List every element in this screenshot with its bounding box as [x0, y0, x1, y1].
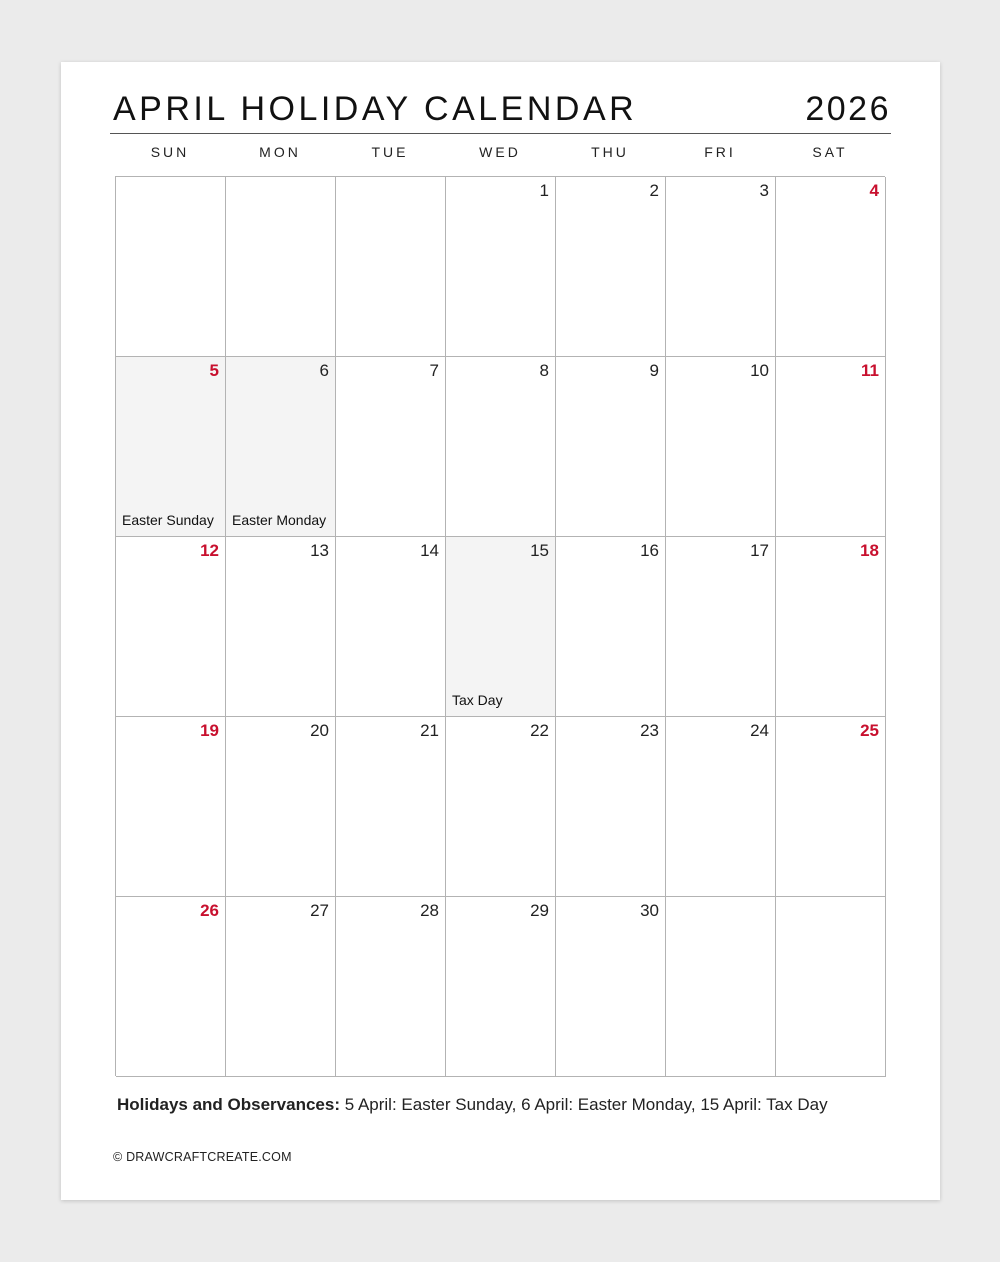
day-cell	[556, 177, 666, 357]
calendar-grid	[115, 176, 885, 1076]
day-cell	[226, 897, 336, 1077]
weekday-sun: SUN	[150, 144, 190, 160]
day-cell	[116, 537, 226, 717]
day-cell	[556, 717, 666, 897]
calendar-title: APRIL HOLIDAY CALENDAR	[113, 90, 638, 128]
weekday-thu: THU	[591, 144, 629, 160]
day-number: 13	[310, 541, 329, 560]
weekday-mon: MON	[259, 144, 301, 160]
day-number: 22	[530, 721, 549, 740]
empty-day-cell	[116, 177, 226, 357]
day-number: 9	[649, 361, 659, 380]
day-number: 6	[319, 361, 329, 380]
day-cell	[336, 897, 446, 1077]
weekday-fri: FRI	[704, 144, 736, 160]
day-number: 4	[869, 181, 879, 200]
day-number: 1	[539, 181, 549, 200]
weekday-wed: WED	[479, 144, 521, 160]
weekday-sat: SAT	[812, 144, 848, 160]
empty-day-cell	[226, 177, 336, 357]
day-cell	[226, 717, 336, 897]
day-cell	[666, 177, 776, 357]
holiday-name: Easter Sunday	[122, 512, 214, 528]
day-cell	[116, 897, 226, 1077]
title-divider	[110, 133, 891, 134]
day-number: 25	[860, 721, 879, 740]
calendar-year: 2026	[805, 90, 891, 128]
copyright-text: © DRAWCRAFTCREATE.COM	[113, 1150, 292, 1164]
empty-day-cell	[776, 897, 886, 1077]
day-cell	[776, 177, 886, 357]
holiday-name: Easter Monday	[232, 512, 327, 528]
day-cell	[556, 897, 666, 1077]
day-number: 8	[539, 361, 549, 380]
calendar-sheet	[61, 62, 940, 1200]
day-number: 12	[200, 541, 219, 560]
holidays-list: 5 April: Easter Sunday, 6 April: Easter Monday, 15 April: Tax Day	[339, 1095, 828, 1114]
day-cell	[776, 537, 886, 717]
day-number: 11	[861, 361, 879, 380]
day-cell	[336, 537, 446, 717]
day-cell	[226, 357, 336, 537]
holiday-name: Tax Day	[452, 692, 503, 708]
day-number: 17	[750, 541, 769, 560]
day-cell	[776, 357, 886, 537]
day-number: 14	[420, 541, 439, 560]
day-number: 2	[649, 181, 659, 200]
day-number: 24	[750, 721, 769, 740]
day-number: 15	[530, 541, 549, 560]
weekday-header	[115, 144, 885, 160]
day-cell	[556, 537, 666, 717]
empty-day-cell	[336, 177, 446, 357]
day-number: 7	[429, 361, 439, 380]
day-number: 23	[640, 721, 659, 740]
day-cell	[556, 357, 666, 537]
day-cell	[446, 717, 556, 897]
day-cell	[776, 717, 886, 897]
day-cell	[116, 357, 226, 537]
weekday-tue: TUE	[371, 144, 409, 160]
day-number: 20	[310, 721, 329, 740]
empty-day-cell	[666, 897, 776, 1077]
day-cell	[226, 537, 336, 717]
day-cell	[666, 357, 776, 537]
holidays-footer	[117, 1095, 828, 1115]
day-cell	[336, 357, 446, 537]
day-cell	[336, 717, 446, 897]
day-cell	[446, 177, 556, 357]
day-cell	[446, 357, 556, 537]
day-cell	[666, 717, 776, 897]
day-number: 21	[420, 721, 439, 740]
day-number: 19	[200, 721, 219, 740]
day-cell	[116, 717, 226, 897]
day-number: 26	[200, 901, 219, 920]
day-cell	[446, 897, 556, 1077]
day-number: 16	[640, 541, 659, 560]
day-number: 18	[860, 541, 879, 560]
day-number: 29	[530, 901, 549, 920]
day-number: 28	[420, 901, 439, 920]
day-number: 30	[640, 901, 659, 920]
day-number: 5	[209, 361, 219, 380]
day-cell	[666, 537, 776, 717]
holidays-label: Holidays and Observances:	[117, 1095, 340, 1114]
day-cell	[446, 537, 556, 717]
day-number: 3	[759, 181, 769, 200]
day-number: 27	[310, 901, 329, 920]
day-number: 10	[750, 361, 769, 380]
